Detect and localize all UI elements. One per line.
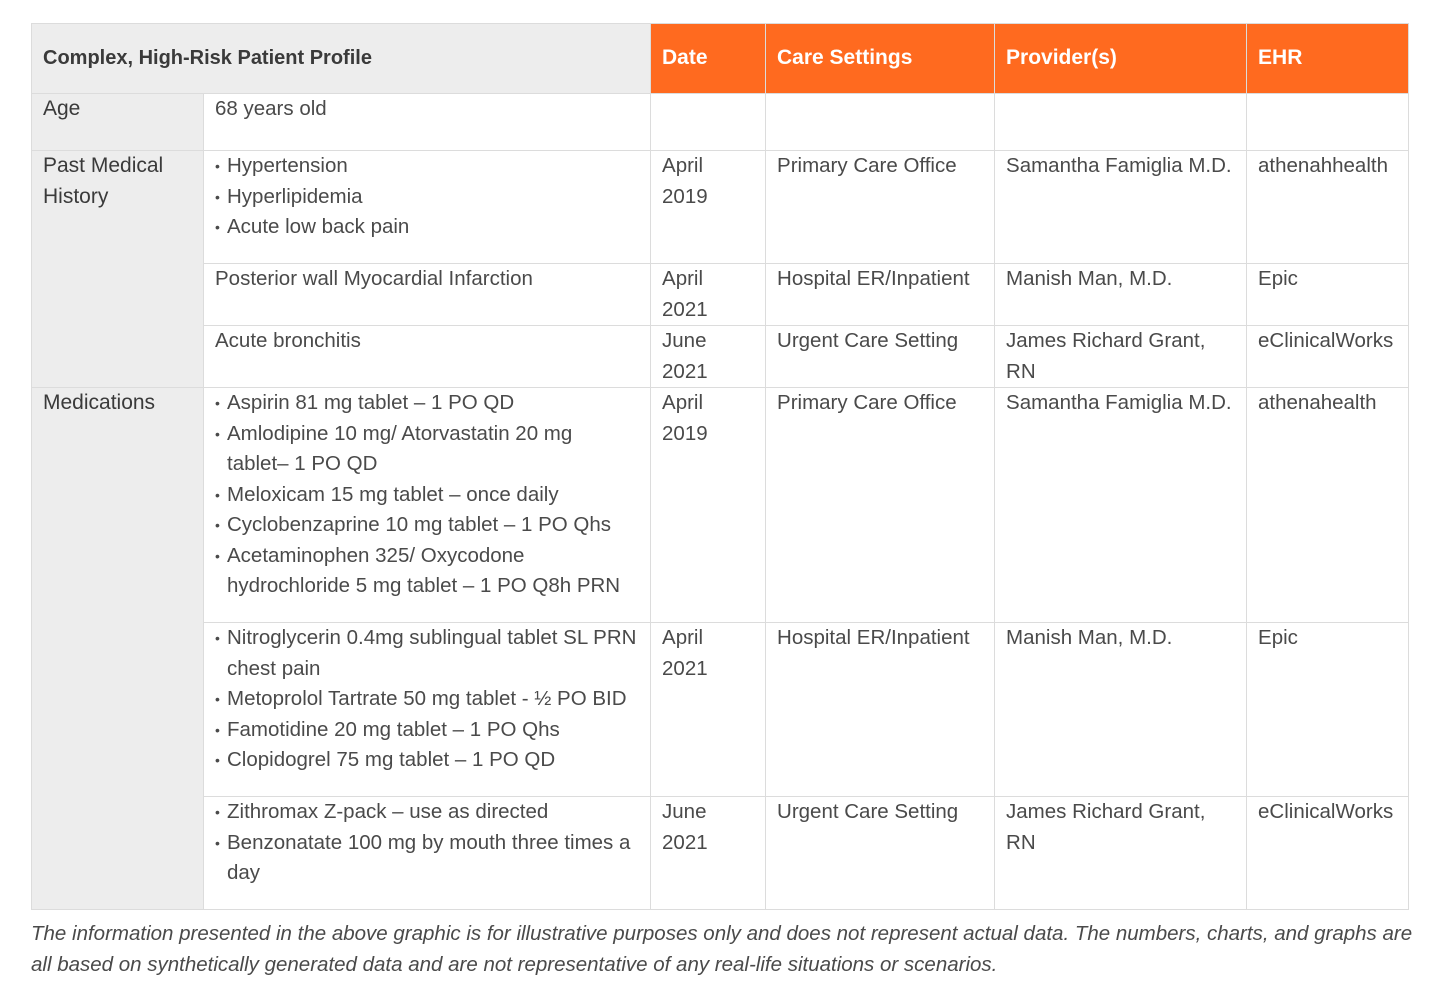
list-item: • Benzonatate 100 mg by mouth three times a day [215,828,639,889]
list-item: • Metoprolol Tartrate 50 mg tablet - ½ PO BID [215,684,639,715]
list-item: • Acute low back pain [215,212,639,243]
history-label: Past Medical History [32,151,204,388]
list-item: • Meloxicam 15 mg tablet – once daily [215,480,639,511]
list-item: • Acetaminophen 325/ Oxycodone hydrochloride 5 mg tablet – 1 PO Q8h PRN [215,541,639,602]
medications-items-cell [204,797,651,910]
medications-list [215,797,639,889]
care-setting-cell: Primary Care Office [766,151,995,264]
empty-cell [1247,94,1409,151]
care-setting-cell: Urgent Care Setting [766,326,995,388]
list-item: • Aspirin 81 mg tablet – 1 PO QD [215,388,639,419]
history-list [215,151,639,243]
ehr-cell: eClinicalWorks [1247,326,1409,388]
ehr-cell: eClinicalWorks [1247,797,1409,910]
list-item: • Nitroglycerin 0.4mg sublingual tablet SL PRN chest pain [215,623,639,684]
ehr-cell: athenahhealth [1247,151,1409,264]
provider-cell: James Richard Grant, RN [995,326,1247,388]
list-item: • Hyperlipidemia [215,182,639,213]
medications-row [32,623,1409,797]
history-row [32,264,1409,326]
empty-cell [651,94,766,151]
history-text-cell: Acute bronchitis [204,326,651,388]
care-setting-cell: Urgent Care Setting [766,797,995,910]
table-title: Complex, High-Risk Patient Profile [32,24,651,94]
medications-items-cell [204,623,651,797]
header-row [32,24,1409,94]
medications-label: Medications [32,388,204,910]
provider-cell: James Richard Grant, RN [995,797,1247,910]
medications-list [215,623,639,776]
list-item: • Hypertension [215,151,639,182]
list-item: • Amlodipine 10 mg/ Atorvastatin 20 mg tablet– 1 PO QD [215,419,639,480]
column-header-ehr: EHR [1247,24,1409,94]
medications-items-cell [204,388,651,623]
date-cell: April 2021 [651,623,766,797]
history-row [32,326,1409,388]
date-cell: April 2019 [651,388,766,623]
provider-cell: Manish Man, M.D. [995,264,1247,326]
care-setting-cell: Hospital ER/Inpatient [766,264,995,326]
column-header-providers: Provider(s) [995,24,1247,94]
history-items-cell [204,151,651,264]
patient-profile-table [31,23,1409,910]
provider-cell: Samantha Famiglia M.D. [995,151,1247,264]
age-label: Age [32,94,204,151]
care-setting-cell: Primary Care Office [766,388,995,623]
care-setting-cell: Hospital ER/Inpatient [766,623,995,797]
empty-cell [995,94,1247,151]
age-value: 68 years old [204,94,651,151]
disclaimer-text: The information presented in the above graphic is for illustrative purposes only and does not represent actual data. The numbers, charts, and graphs are all based on synthetically generated data and are not representative of any real-life situations or scenarios. [31,922,1413,976]
date-cell: June 2021 [651,797,766,910]
empty-cell [766,94,995,151]
column-header-date: Date [651,24,766,94]
list-item: • Famotidine 20 mg tablet – 1 PO Qhs [215,715,639,746]
ehr-cell: Epic [1247,623,1409,797]
column-header-care-settings: Care Settings [766,24,995,94]
history-text-cell: Posterior wall Myocardial Infarction [204,264,651,326]
ehr-cell: athenahealth [1247,388,1409,623]
date-cell: April 2021 [651,264,766,326]
list-item: • Clopidogrel 75 mg tablet – 1 PO QD [215,745,639,776]
list-item: • Zithromax Z-pack – use as directed [215,797,639,828]
medications-row [32,388,1409,623]
medications-list [215,388,639,602]
date-cell: June 2021 [651,326,766,388]
ehr-cell: Epic [1247,264,1409,326]
date-cell: April 2019 [651,151,766,264]
age-row [32,94,1409,151]
medications-row [32,797,1409,910]
provider-cell: Samantha Famiglia M.D. [995,388,1247,623]
list-item: • Cyclobenzaprine 10 mg tablet – 1 PO Qhs [215,510,639,541]
provider-cell: Manish Man, M.D. [995,623,1247,797]
history-row [32,151,1409,264]
